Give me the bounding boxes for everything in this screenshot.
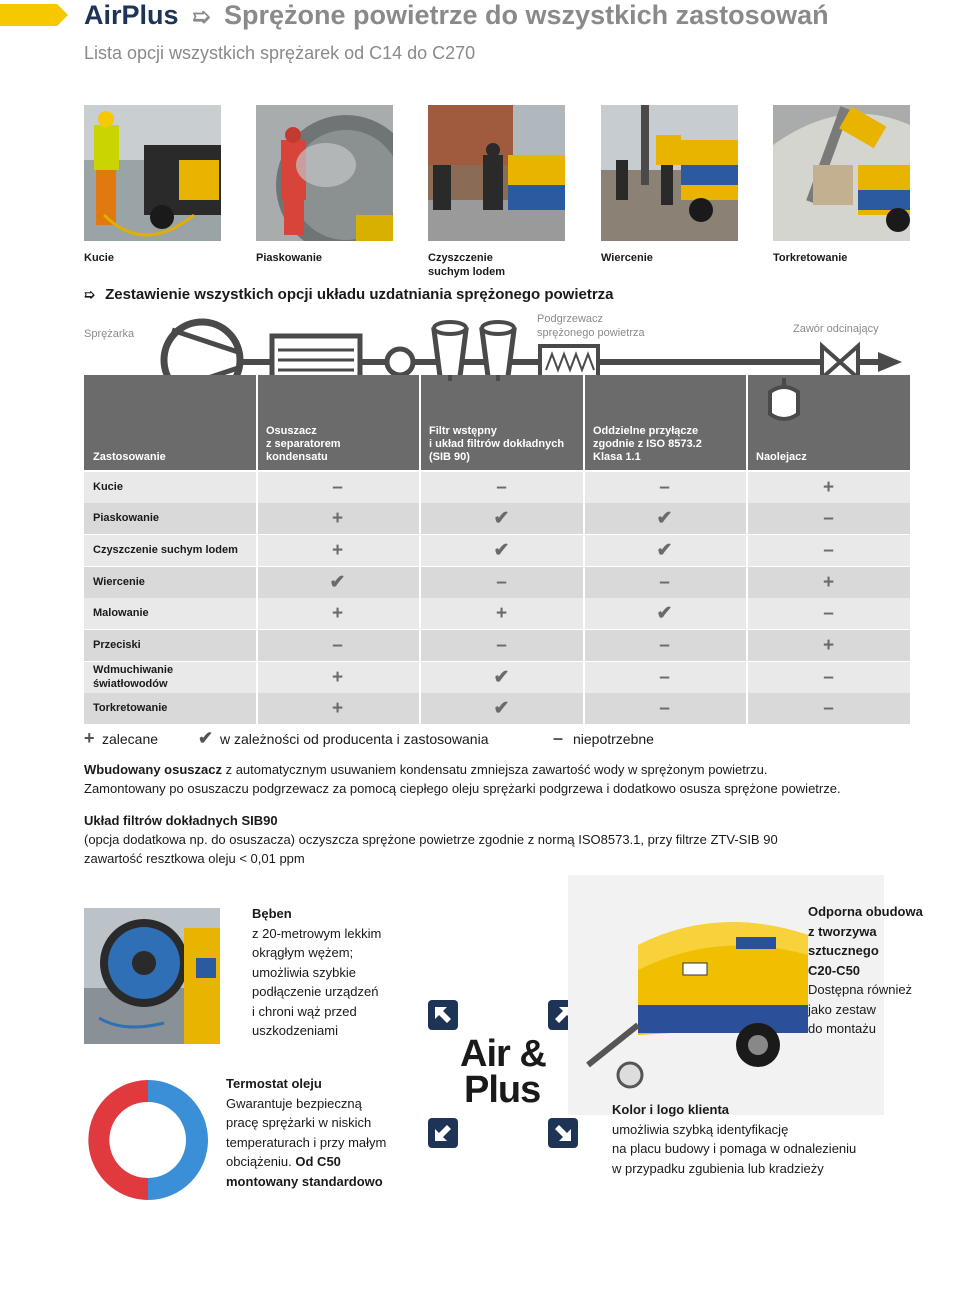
paragraph-preheater: Zamontowany po osuszaczu podgrzewacz za pomocą ciepłego oleju sprężarki podgrzewa i dodatkowo osusza sprężone powietrze. [84, 781, 841, 796]
page-subtitle: Lista opcji wszystkich sprężarek od C14 do C270 [84, 43, 476, 63]
cell-value: ✔ [493, 508, 510, 529]
feature-thermostat-line: temperaturach i przy małym [226, 1134, 387, 1150]
header-filters: Filtr wstępny i układ filtrów dokładnych (SIB 90) [429, 425, 565, 463]
logo-line-2: Plus [464, 1069, 541, 1111]
feature-housing-line: jako zestaw [808, 1001, 876, 1017]
header-dryer: Osuszacz z separatorem kondensatu [266, 425, 341, 463]
photo-label-czyszczenie: Czyszczenie suchym lodem [428, 252, 506, 278]
feature-color-heading: Kolor i logo klienta [612, 1102, 730, 1117]
cell-value: – [332, 634, 343, 656]
arrow-up-left-icon [428, 1000, 458, 1030]
airplus-logo [460, 1033, 546, 1111]
application-photos [84, 105, 910, 241]
cell-value: – [496, 634, 507, 656]
cell-value: + [495, 602, 508, 624]
header-application: Zastosowanie [93, 451, 166, 463]
cell-value: ✔ [493, 667, 510, 688]
legend-not-needed: niepotrzebne [573, 731, 654, 747]
drum-photo [84, 908, 220, 1044]
cell-value: – [496, 476, 507, 498]
column-divider [583, 472, 585, 724]
feature-housing-heading: Odporna obudowa [808, 904, 923, 919]
paragraph-filters-line1: (opcja dodatkowa np. do osuszacza) oczyszcza sprężone powietrze zgodnie z normą ISO8573.1, przy filtrze ZTV-SIB 90 [84, 832, 778, 847]
thermostat-logo [82, 1074, 214, 1206]
row-label: Kucie [93, 481, 123, 493]
table-row [84, 598, 910, 629]
cell-value: – [496, 571, 507, 593]
table-row [84, 535, 910, 566]
feature-drum [252, 904, 381, 1041]
photo-label-torkretowanie: Torkretowanie [773, 252, 848, 264]
photo-piaskowanie [256, 105, 393, 241]
cell-value: ✔ [329, 572, 346, 593]
cell-value: ✔ [656, 508, 673, 529]
paragraph-filters-heading: Układ filtrów dokładnych SIB90 [84, 813, 278, 828]
feature-color-line: w przypadku zgubienia lub kradzieży [612, 1160, 824, 1176]
feature-drum-line: podłączenie urządzeń [252, 984, 379, 999]
table-row [84, 630, 910, 661]
cell-value: + [822, 476, 835, 498]
flow-arrow-icon [878, 352, 902, 372]
feature-thermostat-line: Gwarantuje bezpieczną [226, 1095, 362, 1111]
feature-drum-line: umożliwia szybkie [252, 964, 357, 980]
feature-thermostat-line [226, 1152, 386, 1172]
brand-name: AirPlus [84, 0, 179, 30]
preheater-icon [540, 346, 598, 378]
title-text: Sprężone powietrze do wszystkich zastosowań [224, 0, 829, 30]
dryer-bold: Wbudowany osuszacz [84, 762, 222, 777]
column-divider [419, 472, 421, 724]
filter-drains [0, 375, 960, 405]
legend-plus-icon: + [84, 728, 95, 748]
row-label: Przeciski [93, 639, 141, 651]
header-lubricator: Naolejacz [756, 451, 807, 463]
title-arrow-icon: ➯ [192, 4, 211, 29]
feature-drum-line: uszkodzeniami [252, 1023, 338, 1038]
row-label: Wiercenie [93, 576, 145, 588]
cell-value: + [331, 697, 344, 719]
feature-housing [808, 902, 923, 1039]
photo-label-wiercenie: Wiercenie [601, 252, 653, 264]
feature-thermostat-bold: Od C50 [295, 1154, 341, 1169]
cell-value: ✔ [493, 698, 510, 719]
feature-thermostat-plain: obciążeniu. [226, 1154, 296, 1169]
table-row [84, 472, 910, 503]
column-divider [746, 472, 748, 724]
feature-color-line: na placu budowy i pomaga w odnalezieniu [612, 1141, 857, 1156]
feature-thermostat-final: montowany standardowo [226, 1173, 383, 1189]
paragraph-dryer [84, 760, 767, 779]
label-preheater-2: sprężonego powietrza [537, 327, 645, 339]
cell-value: – [659, 571, 670, 593]
legend-minus-icon: – [553, 728, 564, 748]
feature-housing-heading: sztucznego [808, 943, 879, 958]
cell-value: – [659, 634, 670, 656]
legend-check-icon: ✔ [198, 728, 214, 748]
legend-recommended: zalecane [102, 731, 159, 747]
page-title [84, 0, 829, 31]
cell-value: – [823, 539, 834, 561]
photo-torkretowanie [773, 105, 910, 241]
feature-drum-line: z 20-metrowym lekkim [252, 925, 382, 941]
feature-drum-line: i chroni wąż przed [252, 1003, 357, 1019]
photo-label-piaskowanie: Piaskowanie [256, 252, 323, 264]
feature-housing-heading: C20-C50 [808, 962, 861, 978]
cell-value: – [823, 666, 834, 688]
feature-housing-line: do montażu [808, 1021, 876, 1036]
arrow-down-right-icon [548, 1118, 578, 1148]
table-row [84, 693, 910, 724]
row-label: Torkretowanie [93, 702, 168, 714]
cell-value: – [659, 666, 670, 688]
cell-value: + [331, 507, 344, 529]
cell-value: ✔ [656, 540, 673, 561]
section-heading-text: Zestawienie wszystkich opcji układu uzdatniania sprężonego powietrza [105, 286, 614, 303]
column-divider [256, 472, 258, 724]
section-arrow-icon: ➯ [84, 287, 95, 302]
photo-label-kucie: Kucie [84, 252, 114, 264]
cell-value: – [823, 507, 834, 529]
cell-value: – [332, 476, 343, 498]
row-label: Malowanie [93, 607, 149, 619]
feature-housing-heading: z tworzywa [808, 923, 877, 939]
cell-value: – [823, 697, 834, 719]
feature-thermostat-heading: Termostat oleju [226, 1076, 322, 1091]
cell-value: + [822, 634, 835, 656]
logo-line-1: Air & [460, 1033, 546, 1075]
paragraph-filters-line2: zawartość resztkowa oleju < 0,01 ppm [84, 851, 305, 866]
feature-thermostat [226, 1074, 386, 1191]
feature-color [612, 1100, 856, 1178]
label-preheater-1: Podgrzewacz [537, 313, 604, 325]
label-compressor: Sprężarka [84, 328, 135, 340]
feature-color-line: umożliwia szybką identyfikację [612, 1121, 789, 1137]
photo-wiercenie [601, 105, 738, 241]
cell-value: ✔ [656, 603, 673, 624]
header-connection: Oddzielne przyłącze zgodnie z ISO 8573.2 Klasa 1.1 [593, 425, 702, 463]
label-valve: Zawór odcinający [793, 323, 879, 335]
valve-icon [822, 346, 858, 378]
cell-value: – [659, 697, 670, 719]
feature-housing-line: Dostępna również [808, 982, 913, 997]
cell-value: + [331, 602, 344, 624]
arrow-down-left-icon [428, 1118, 458, 1148]
feature-thermostat-line: pracę sprężarki w niskich [226, 1115, 372, 1130]
table-row [84, 567, 910, 598]
feature-drum-heading: Bęben [252, 906, 292, 921]
cell-value: – [659, 476, 670, 498]
row-label: Piaskowanie [93, 512, 160, 524]
photo-kucie [84, 105, 221, 241]
cell-value: – [823, 602, 834, 624]
cell-value: + [331, 539, 344, 561]
legend-depends: w zależności od producenta i zastosowania [220, 731, 489, 747]
photo-czyszczenie [428, 105, 565, 241]
cell-value: + [331, 666, 344, 688]
cell-value: + [822, 571, 835, 593]
table-row [84, 503, 910, 534]
cell-value: ✔ [493, 540, 510, 561]
row-label: Wdmuchiwanie światłowodów [93, 664, 174, 690]
accent-arrow-bar [0, 4, 68, 26]
table-row [84, 662, 910, 693]
row-label: Czyszczenie suchym lodem [93, 544, 238, 556]
dryer-text: z automatycznym usuwaniem kondensatu zmniejsza zawartość wody w sprężonym powietrzu. [221, 762, 768, 777]
feature-drum-line: okrągłym wężem; [252, 945, 354, 960]
